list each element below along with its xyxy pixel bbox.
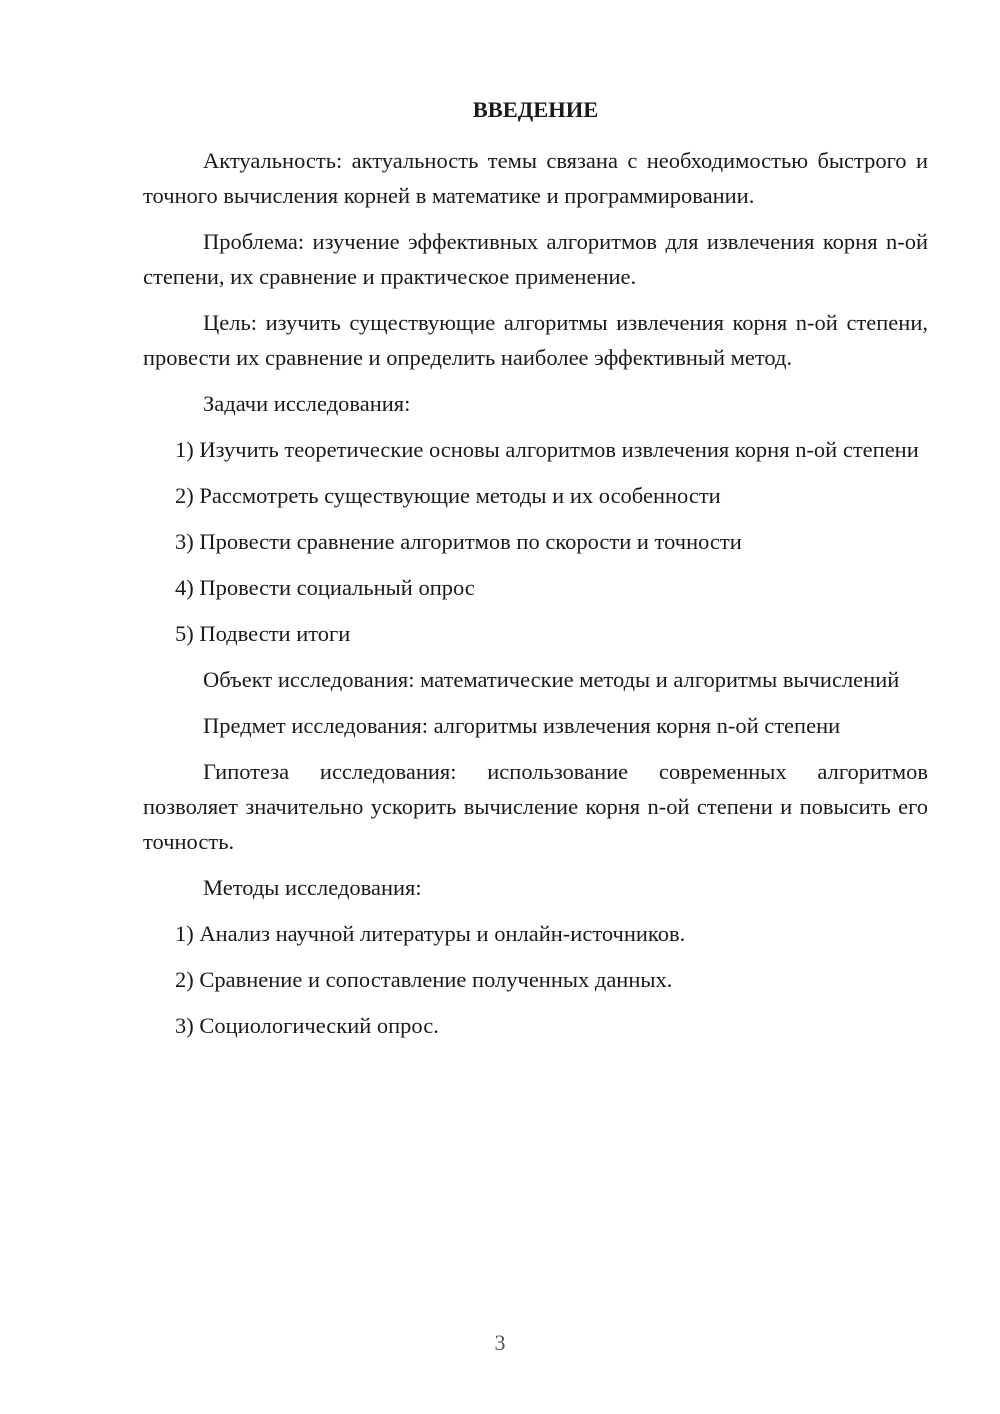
- object-paragraph: Объект исследования: математические методы и алгоритмы вычислений: [203, 667, 900, 692]
- task-item: 4) Провести социальный опрос: [175, 575, 475, 600]
- methods-heading: Методы исследования:: [203, 875, 422, 900]
- subject-paragraph: Предмет исследования: алгоритмы извлечения корня n-ой степени: [203, 713, 841, 738]
- method-item: 2) Сравнение и сопоставление полученных данных.: [175, 967, 673, 992]
- method-item: 3) Социологический опрос.: [175, 1013, 439, 1038]
- task-item: 5) Подвести итоги: [175, 621, 351, 646]
- goal-paragraph: Цель: изучить существующие алгоритмы извлечения корня n-ой степени, провести их сравнение и определить наиболее эффективный метод.: [143, 310, 928, 370]
- hypothesis-paragraph: Гипотеза исследования: использование современных алгоритмов позволяет значительно ускорить вычисление корня n-ой степени и повысить его точность.: [143, 759, 928, 854]
- task-item: 1) Изучить теоретические основы алгоритмов извлечения корня n-ой степени: [175, 437, 919, 462]
- page-content: [143, 92, 928, 1054]
- method-item: 1) Анализ научной литературы и онлайн-источников.: [175, 921, 686, 946]
- section-title: ВВЕДЕНИЕ: [472, 97, 599, 122]
- task-item: 2) Рассмотреть существующие методы и их особенности: [175, 483, 721, 508]
- relevance-paragraph: Актуальность: актуальность темы связана с необходимостью быстрого и точного вычисления корней в математике и программировании.: [143, 148, 928, 208]
- tasks-heading: Задачи исследования:: [203, 391, 411, 416]
- task-item: 3) Провести сравнение алгоритмов по скорости и точности: [175, 529, 742, 554]
- problem-paragraph: Проблема: изучение эффективных алгоритмов для извлечения корня n-ой степени, их сравнение и практическое применение.: [143, 229, 928, 289]
- page-number: 3: [494, 1330, 506, 1355]
